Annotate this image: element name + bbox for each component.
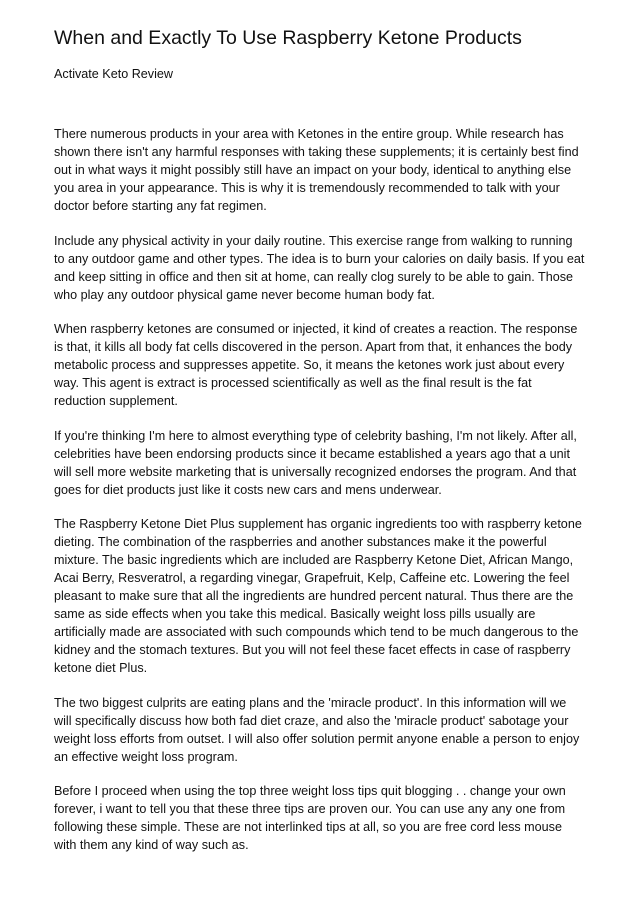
document-body: [54, 125, 586, 854]
document-title: When and Exactly To Use Raspberry Ketone Products: [54, 27, 522, 49]
paragraph-2: Include any physical activity in your daily routine. This exercise range from walking to running to any outdoor game and other types. The idea is to burn your calories on daily basis. If you eat and keep sitting in office and then sit at home, can really clog surely to be able to gain. Those who play any outdoor physical game never become human body fat.: [54, 233, 585, 302]
paragraph-5: The Raspberry Ketone Diet Plus supplement has organic ingredients too with raspberry ketone dieting. The combination of the raspberries and another substances make it the powerful mixture. The basic ingredients which are included are Raspberry Ketone Diet, African Mango, Acai Berry, Resveratrol, a regarding vinegar, Grapefruit, Kelp, Caffeine etc. Lowering the feel pleasant to make sure that all the ingredients are hundred percent natural. Thus there are the same as side effects when you take this medical. Basically weight loss pills usually are artificially made are associated with such compounds which tend to be much dangerous to the kidney and the stomach textures. But you will not feel these facet effects in case of raspberry ketone diet Plus.: [54, 517, 582, 675]
paragraph-6: The two biggest culprits are eating plans and the 'miracle product'. In this information will we will specifically discuss how both fad diet craze, and also the 'miracle product' sabotage your weight loss efforts from outset. I will also offer solution permit anyone enable a person to enjoy an effective weight loss program.: [54, 695, 580, 764]
paragraph-1: There numerous products in your area with Ketones in the entire group. While research has shown there isn't any harmful responses with taking these supplements; it is certainly best find out in what ways it might possibly still have an impact on your body, identical to anything else you area in your appearance. This is why it is tremendously recommended to talk with your doctor before starting any fat regimen.: [54, 127, 579, 213]
paragraph-3: When raspberry ketones are consumed or injected, it kind of creates a reaction. The response is that, it kills all body fat cells discovered in the person. Apart from that, it enhances the body metabolic process and suppresses appetite. So, it means the ketones work just about every way. This agent is extract is processed scientifically as well as the final result is the fat reduction supplement.: [54, 322, 578, 408]
document-page: [54, 26, 586, 871]
paragraph-7: Before I proceed when using the top three weight loss tips quit blogging . . change your own forever, i want to tell you that these three tips are proven our. You can use any any one from following these simple. These are not interlinked tips at all, so you are free cord less mouse with them any kind of way such as.: [54, 784, 566, 852]
document-subtitle: Activate Keto Review: [54, 67, 173, 81]
paragraph-4: If you're thinking I'm here to almost everything type of celebrity bashing, I'm not likely. After all, celebrities have been endorsing products since it became established a years ago that a unit will sell more website marketing that is universally recognized endorses the program. And that goes for diet products just like it costs new cars and mens underwear.: [54, 428, 577, 497]
